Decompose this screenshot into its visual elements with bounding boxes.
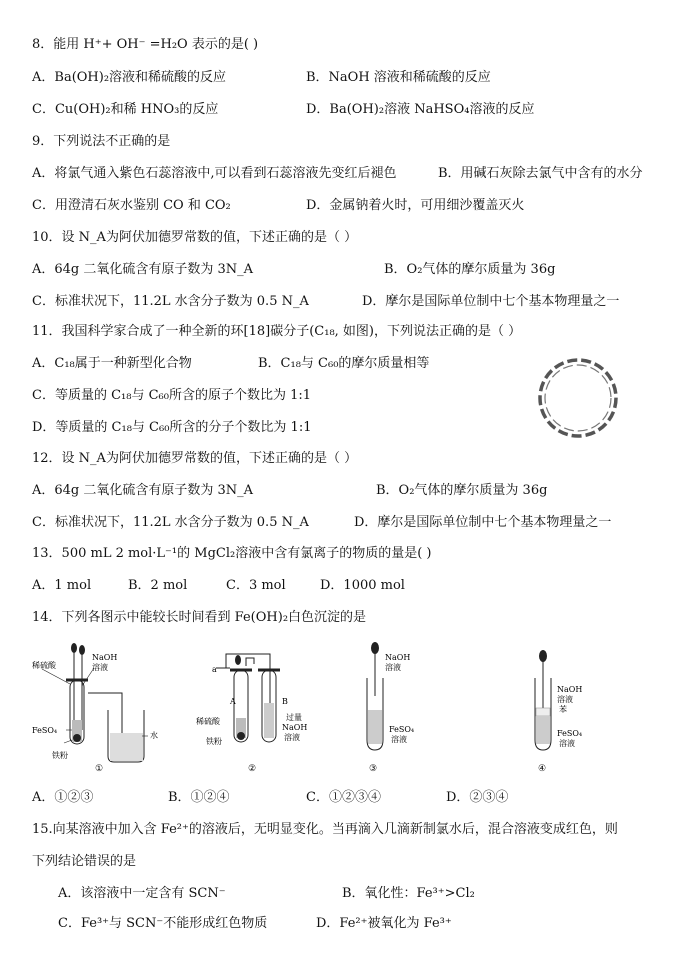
q8-stem: 8．能用 H⁺+ OH⁻ =H₂O 表示的是( ) [32,37,259,52]
fig3-number: ③ [369,764,378,774]
q12-stem: 12．设 N_A为阿伏加德罗常数的值，下述正确的是（ ） [32,451,358,466]
fig4-label-feso4: FeSO₄ [557,729,583,738]
q8-option-c: C．Cu(OH)₂和稀 HNO₃的反应 [32,102,219,117]
apparatus-figure-2 [190,648,330,778]
q10-option-c: C．标准状况下，11.2L 水含分子数为 0.5 N_A [32,294,309,309]
q9-option-c: C．用澄清石灰水鉴别 CO 和 CO₂ [32,198,231,213]
q10-stem: 10．设 N_A为阿伏加德罗常数的值，下述正确的是（ ） [32,230,358,245]
q15-option-c: C．Fe³⁺与 SCN⁻不能形成红色物质 [58,916,268,931]
q12-option-b: B．O₂气体的摩尔质量为 36g [376,483,548,498]
fig3-label-solution: 溶液 [385,663,401,672]
q9-stem: 9．下列说法不正确的是 [32,134,171,149]
q12-option-c: C．标准状况下，11.2L 水含分子数为 0.5 N_A [32,515,309,530]
apparatus-figure-1 [30,638,175,778]
fig4-label-solution: 溶液 [557,695,573,704]
fig3-label-naoh: NaOH [385,653,411,662]
q14-option-a: A．①②③ [32,790,94,805]
fig4-label-naoh: NaOH [557,685,583,694]
fig2-label-solution: 溶液 [284,733,300,742]
fig4-label-feso4-solution: 溶液 [559,739,575,748]
q9-option-d: D．金属钠着火时，可用细沙覆盖灭火 [306,198,525,213]
apparatus-figure-3 [355,638,445,778]
fig1-label-dilute-acid: 稀硫酸 [32,661,56,670]
fig1-label-naoh: NaOH [92,653,118,662]
q8-option-d: D．Ba(OH)₂溶液 NaHSO₄溶液的反应 [306,102,535,117]
q9-option-a: A．将氯气通入紫色石蕊溶液中,可以看到石蕊溶液先变红后褪色 [32,166,397,181]
q8-option-a: A．Ba(OH)₂溶液和稀硫酸的反应 [32,70,227,85]
fig2-label-tube-b: B [282,697,288,706]
fig4-number: ④ [538,764,547,774]
q9-option-b: B．用碱石灰除去氯气中含有的水分 [438,166,643,181]
q14-option-c: C．①②③④ [306,790,381,805]
q11-option-d: D．等质量的 C₁₈与 C₆₀所含的分子个数比为 1:1 [32,420,312,435]
fig1-label-feso4: FeSO₄ [32,726,58,735]
q11-option-a: A．C₁₈属于一种新型化合物 [32,356,192,371]
q14-option-d: D．②③④ [446,790,509,805]
fig2-label-dilute-acid: 稀硫酸 [196,717,220,726]
q11-stem: 11．我国科学家合成了一种全新的环[18]碳分子(C₁₈, 如图)，下列说法正确的是（ ） [32,324,522,339]
q8-option-b: B．NaOH 溶液和稀硫酸的反应 [306,70,491,85]
q15-stem-line2: 下列结论错误的是 [32,854,137,869]
fig2-label-a: a [212,665,217,674]
q11-option-b: B．C₁₈与 C₆₀的摩尔质量相等 [258,356,430,371]
q13-option-b: B．2 mol [128,578,188,593]
fig1-label-water: 水 [150,731,158,740]
q10-option-b: B．O₂气体的摩尔质量为 36g [384,262,556,277]
q11-option-c: C．等质量的 C₁₈与 C₆₀所含的原子个数比为 1:1 [32,388,312,403]
fig2-label-iron-powder: 铁粉 [206,737,222,746]
fig1-label-solution: 溶液 [92,663,108,672]
fig2-label-excess: 过量 [286,713,302,722]
q13-option-d: D．1000 mol [320,578,405,593]
c18-ring-figure [528,348,628,448]
q12-option-a: A．64g 二氧化硫含有原子数为 3N_A [32,483,254,498]
q13-option-a: A．1 mol [32,578,92,593]
q15-option-a: A．该溶液中一定含有 SCN⁻ [58,886,226,901]
fig3-label-feso4-solution: 溶液 [391,735,407,744]
apparatus-figure-4 [525,648,615,778]
q14-option-b: B．①②④ [168,790,230,805]
fig2-number: ② [248,764,257,774]
fig2-label-tube-a: A [230,697,236,706]
q12-option-d: D．摩尔是国际单位制中七个基本物理量之一 [354,515,612,530]
fig1-label-iron-powder: 铁粉 [52,751,68,760]
q10-option-d: D．摩尔是国际单位制中七个基本物理量之一 [362,294,620,309]
q10-option-a: A．64g 二氧化硫含有原子数为 3N_A [32,262,254,277]
fig3-label-feso4: FeSO₄ [389,725,415,734]
fig4-label-benzene: 苯 [559,705,567,714]
fig1-number: ① [95,764,104,774]
q14-stem: 14．下列各图示中能较长时间看到 Fe(OH)₂白色沉淀的是 [32,610,367,625]
q15-option-d: D．Fe²⁺被氧化为 Fe³⁺ [316,916,452,931]
q13-stem: 13．500 mL 2 mol·L⁻¹的 MgCl₂溶液中含有氯离子的物质的量是( ) [32,546,432,561]
q15-option-b: B．氧化性：Fe³⁺>Cl₂ [342,886,475,901]
q15-stem-line1: 15.向某溶液中加入含 Fe²⁺的溶液后，无明显变化。当再滴入几滴新制氯水后，混合溶液变成红色，则 [32,822,618,837]
fig2-label-naoh: NaOH [282,723,308,732]
q13-option-c: C．3 mol [226,578,286,593]
